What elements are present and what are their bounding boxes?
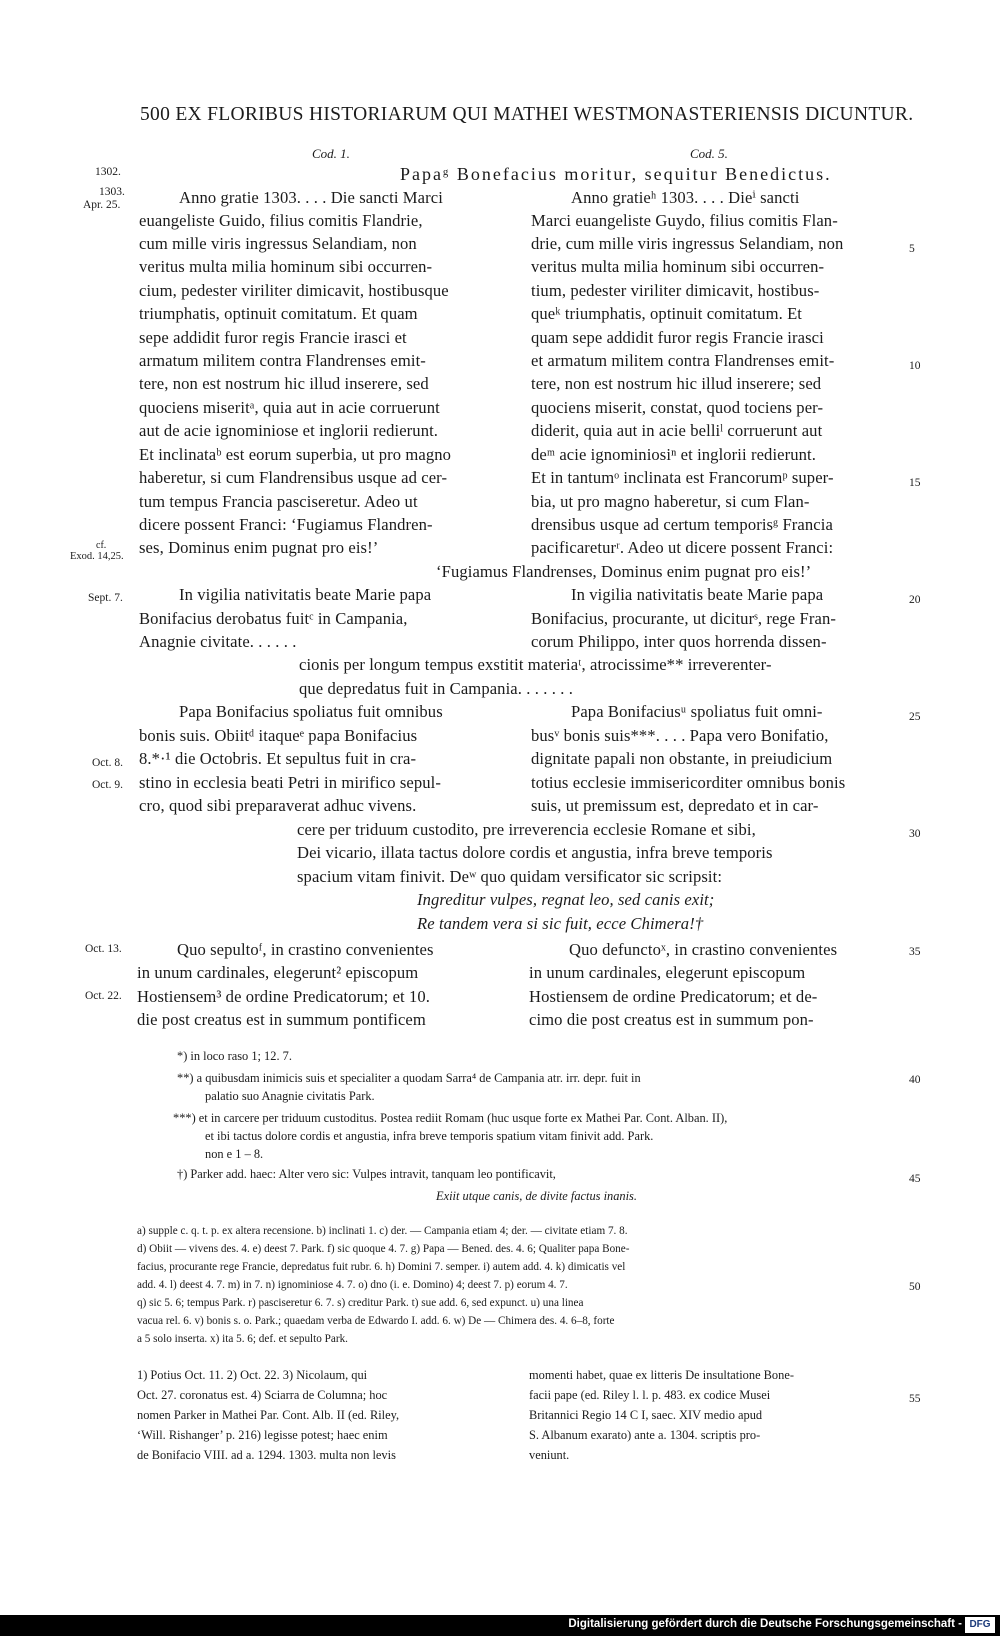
left-col-line: Hostiensem³ de ordine Predicatorum; et 10. xyxy=(137,987,431,1006)
left-col-line: haberetur, si cum Flandrensibus usque ad cer- xyxy=(139,468,448,487)
right-col-line: suis, ut premissum est, depredato et in car- xyxy=(531,796,819,815)
right-col-line: queᵏ triumphatis, optinuit comitatum. Et xyxy=(531,304,803,323)
line-number: 30 xyxy=(909,828,921,840)
left-col-line: veritus multa milia hominum sibi occurren- xyxy=(139,257,433,276)
left-col-line: cium, pedester viriliter dimicavit, hostibusque xyxy=(139,281,449,300)
line-number: 50 xyxy=(909,1281,921,1293)
margin-note: Oct. 9. xyxy=(92,779,123,791)
right-col-line: busᵛ bonis suis***. . . . Papa vero Bonifatio, xyxy=(531,726,829,745)
right-col-line: diderit, quia aut in acie belliˡ corruerunt aut xyxy=(531,421,823,440)
left-col-line: cum mille viris ingressus Selandiam, non xyxy=(139,234,417,253)
left-col-line: dicere possent Franci: ‘Fugiamus Flandren- xyxy=(139,515,433,534)
margin-note: Oct. 13. xyxy=(85,943,122,955)
right-col-line: deᵐ acie ignominiosiⁿ et inglorii redierunt. xyxy=(531,445,817,464)
apparatus-line: facius, procurante rege Francie, depredatus fuit rubr. 6. h) Domini 7. semper. i) autem add. 4. k) dimicatis vel xyxy=(137,1261,626,1273)
right-col-line: Papa Bonifaciusᵘ spoliatus fuit omni- xyxy=(571,702,823,721)
verse-line: Ingreditur vulpes, regnat leo, sed canis exit; xyxy=(417,890,715,909)
right-col-line: Bonifacius, procurante, ut diciturˢ, rege Fran- xyxy=(531,609,836,628)
left-col-line: sepe addidit furor regis Francie irasci et xyxy=(139,328,407,347)
apparatus-line: d) Obiit — vivens des. 4. e) deest 7. Park. f) sic quoque 4. 7. g) Papa — Bened. des. 4. 6; Qualiter papa Bone- xyxy=(137,1243,630,1255)
left-col-line: cro, quod sibi preparaverat adhuc vivens. xyxy=(139,796,417,815)
full-width-line: spacium vitam finivit. Deʷ quo quidam versificator sic scripsit: xyxy=(297,867,723,886)
full-width-line: que depredatus fuit in Campania. . . . . . . xyxy=(299,679,573,698)
line-number: 15 xyxy=(909,477,921,489)
note-line: 1) Potius Oct. 11. 2) Oct. 22. 3) Nicolaum, qui xyxy=(137,1368,368,1382)
right-col-line: drie, cum mille viris ingressus Selandiam, non xyxy=(531,234,844,253)
footer-bar xyxy=(0,1615,1000,1636)
left-col-line: bonis suis. Obiitᵈ itaqueᵉ papa Bonifacius xyxy=(139,726,418,745)
right-col-line: cimo die post creatus est in summum pon- xyxy=(529,1010,814,1029)
right-col-line: quam sepe addidit furor regis Francie irasci xyxy=(531,328,824,347)
line-number: 35 xyxy=(909,946,921,958)
apparatus-line: q) sic 5. 6; tempus Park. r) pasciseretur 6. 7. s) creditur Park. t) sue add. 6, sed expunct. u) una linea xyxy=(137,1297,584,1309)
right-col-line: veritus multa milia hominum sibi occurren- xyxy=(531,257,825,276)
right-col-line: In vigilia nativitatis beate Marie papa xyxy=(571,585,824,604)
right-col-line: drensibus usque ad certum temporisᵍ Francia xyxy=(531,515,833,534)
right-col-line: pacificareturʳ. Adeo ut dicere possent Franci: xyxy=(531,538,834,557)
right-col-line: quociens miserit, constat, quod tociens per- xyxy=(531,398,824,417)
cod-label-left: Cod. 1. xyxy=(312,146,350,161)
footnote: **) a quibusdam inimicis suis et specialiter a quodam Sarra⁴ de Campania atr. irr. depr. fuit in xyxy=(177,1071,641,1085)
right-col-line: bia, ut pro magno haberetur, si cum Flan- xyxy=(531,492,810,511)
note-line: Britannici Regio 14 C I, saec. XIV medio apud xyxy=(529,1408,763,1422)
note-line: ‘Will. Rishanger’ p. 216) legisse potest; haec enim xyxy=(137,1428,388,1442)
margin-note: Sept. 7. xyxy=(88,592,123,604)
left-col-line: stino in ecclesia beati Petri in mirifico sepul- xyxy=(139,773,442,792)
full-width-line: cere per triduum custodito, pre irreverencia ecclesie Romane et sibi, xyxy=(297,820,756,839)
line-number: 25 xyxy=(909,711,921,723)
dfg-logo: DFG xyxy=(965,1617,995,1633)
full-width-line: Dei vicario, illata tactus dolore cordis et angustia, infra breve temporis xyxy=(297,843,773,862)
note-line: momenti habet, quae ex litteris De insultatione Bone- xyxy=(529,1368,794,1382)
left-col-line: armatum militem contra Flandrenses emit- xyxy=(139,351,426,370)
left-col-line: Papa Bonifacius spoliatus fuit omnibus xyxy=(179,702,443,721)
footnote: Exiit utque canis, de divite factus inanis. xyxy=(436,1189,637,1203)
left-col-line: 8.*·¹ die Octobris. Et sepultus fuit in cra- xyxy=(139,749,417,768)
note-line: facii pape (ed. Riley l. l. p. 483. ex codice Musei xyxy=(529,1388,771,1402)
note-line: nomen Parker in Mathei Par. Cont. Alb. II (ed. Riley, xyxy=(137,1408,400,1422)
left-col-line: tere, non est nostrum hic illud inserere, sed xyxy=(139,374,429,393)
right-col-line: in unum cardinales, elegerunt episcopum xyxy=(529,963,806,982)
right-col-line: Anno gratieʰ 1303. . . . Dieⁱ sancti xyxy=(571,188,800,207)
left-col-line: In vigilia nativitatis beate Marie papa xyxy=(179,585,432,604)
right-col-line: dignitate papali non obstante, in preiudicium xyxy=(531,749,833,768)
page-header: 500 EX FLORIBUS HISTORIARUM QUI MATHEI WESTMONASTERIENSIS DICUNTUR. xyxy=(140,104,914,125)
footnote: non e 1 – 8. xyxy=(205,1147,264,1161)
right-col-line: totius ecclesie immisericorditer omnibus bonis xyxy=(531,773,846,792)
apparatus-line: add. 4. l) deest 4. 7. m) in 7. n) ignominiose 4. 7. o) dno (i. e. Domino) 4; deest 7. p) eorum 4. 7. xyxy=(137,1279,568,1291)
footnote: et ibi tactus dolore cordis et angustia, infra breve temporis spatium vitam finivit add. Park. xyxy=(205,1129,654,1143)
note-line: veniunt. xyxy=(529,1448,570,1462)
left-col-line: in unum cardinales, elegerunt² episcopum xyxy=(137,963,419,982)
right-col-line: Hostiensem de ordine Predicatorum; et de- xyxy=(529,987,818,1006)
left-col-line: tum tempus Francia pasciseretur. Adeo ut xyxy=(139,492,418,511)
margin-note: 1303. xyxy=(99,186,125,198)
note-line: Oct. 27. coronatus est. 4) Sciarra de Columna; hoc xyxy=(137,1388,388,1402)
margin-note: cf. xyxy=(96,540,107,551)
left-col-line: ses, Dominus enim pugnat pro eis!’ xyxy=(139,538,379,557)
right-col-line: Et in tantumᵒ inclinata est Francorumᵖ super- xyxy=(531,468,834,487)
right-col-line: tium, pedester viriliter dimicavit, hostibus- xyxy=(531,281,820,300)
left-col-line: quociens miseritᵃ, quia aut in acie corruerunt xyxy=(139,398,440,417)
margin-note: Apr. 25. xyxy=(83,199,121,211)
apparatus-line: vacua rel. 6. v) bonis s. o. Park.; quaedam verba de Edwardo I. add. 6. w) De — Chimera des. 4. 6–8, forte xyxy=(137,1315,615,1327)
footnote: *) in loco raso 1; 12. 7. xyxy=(177,1049,292,1063)
line-number: 55 xyxy=(909,1393,921,1405)
line-number: 10 xyxy=(909,360,921,372)
left-col-line: Et inclinataᵇ est eorum superbia, ut pro magno xyxy=(139,445,452,464)
right-col-line: Marci euangeliste Guydo, filius comitis Flan- xyxy=(531,211,838,230)
right-col-line: tere, non est nostrum hic illud inserere; sed xyxy=(531,374,822,393)
apparatus-line: a) supple c. q. t. p. ex altera recensione. b) inclinati 1. c) der. — Campania etiam 4; der. — civitate etiam 7. 8. xyxy=(137,1225,628,1237)
line-number: 5 xyxy=(909,243,915,255)
left-col-line: Bonifacius derobatus fuitᶜ in Campania, xyxy=(139,609,408,628)
right-col-line: corum Philippo, inter quos horrenda dissen- xyxy=(531,632,827,651)
footnote: †) Parker add. haec: Alter vero sic: Vulpes intravit, tanquam leo pontificavit, xyxy=(177,1167,556,1181)
margin-note: Oct. 8. xyxy=(92,757,123,769)
margin-note: 1302. xyxy=(95,166,121,178)
margin-note: Exod. 14,25. xyxy=(70,551,124,562)
footnote: ***) et in carcere per triduum custoditus. Postea rediit Romam (huc usque forte ex Mathei Par. Cont. Alban. II), xyxy=(173,1111,728,1125)
footnote: palatio suo Anagnie civitatis Park. xyxy=(205,1089,375,1103)
line-number: 20 xyxy=(909,594,921,606)
margin-note: Oct. 22. xyxy=(85,990,122,1002)
verse-line: Re tandem vera si sic fuit, ecce Chimera!† xyxy=(417,914,704,933)
left-col-line: Anno gratie 1303. . . . Die sancti Marci xyxy=(179,188,443,207)
left-col-line: triumphatis, optinuit comitatum. Et quam xyxy=(139,304,418,323)
digitization-credit: Digitalisierung gefördert durch die Deutsche Forschungsgemeinschaft - xyxy=(568,1618,962,1630)
left-col-line: aut de acie ignominiose et inglorii redierunt. xyxy=(139,421,439,440)
apparatus-line: a 5 solo inserta. x) ita 5. 6; def. et sepulto Park. xyxy=(137,1333,348,1345)
note-line: de Bonifacio VIII. ad a. 1294. 1303. multa non levis xyxy=(137,1448,396,1462)
left-col-line: euangeliste Guido, filius comitis Flandrie, xyxy=(139,211,423,230)
left-col-line: Anagnie civitate. . . . . . xyxy=(139,632,297,651)
line-number: 45 xyxy=(909,1173,921,1185)
full-width-line: cionis per longum tempus exstitit materiaᵗ, atrocissime** irreverenter- xyxy=(299,655,772,674)
left-col-line: die post creatus est in summum pontificem xyxy=(137,1010,426,1029)
right-col-line: Quo defunctoˣ, in crastino convenientes xyxy=(569,940,838,959)
right-col-line: et armatum militem contra Flandrenses emit- xyxy=(531,351,835,370)
rubric: Papaᵍ Bonefacius moritur, sequitur Benedictus. xyxy=(400,164,832,184)
full-width-line: ‘Fugiamus Flandrenses, Dominus enim pugnat pro eis!’ xyxy=(436,562,812,581)
note-line: S. Albanum exarato) ante a. 1304. scriptis pro- xyxy=(529,1428,761,1442)
cod-label-right: Cod. 5. xyxy=(690,146,728,161)
left-col-line: Quo sepultoᶠ, in crastino convenientes xyxy=(177,940,434,959)
line-number: 40 xyxy=(909,1074,921,1086)
